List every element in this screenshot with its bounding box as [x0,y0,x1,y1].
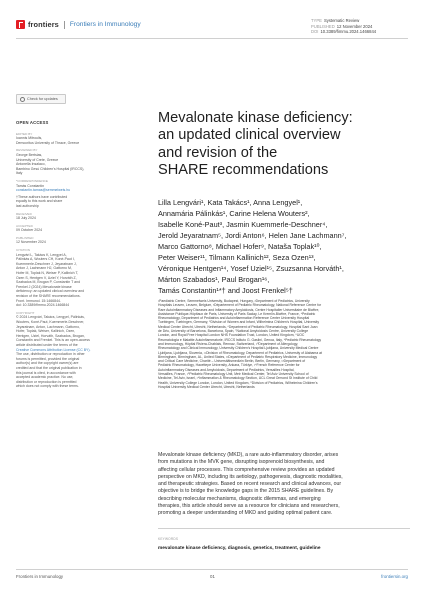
copyright-label: COPYRIGHT [16,310,35,315]
check-for-updates-button[interactable] [16,94,66,104]
published-date: 12 November 2024 [16,240,46,245]
received-date: 18 July 2024 [16,216,36,221]
meta-doi[interactable]: DOI 10.3389/fimmu.2024.1466844 [311,29,377,35]
received-label: RECEIVED [16,211,32,216]
frontiers-logo[interactable] [16,20,141,29]
affiliations: ¹Paediatric Centre, Semmelweis University, Budapest, Hungary, ²Department of Pediatrics, University Hospitals Leuven, Leuven, Belgium, ³Département of Pediatric Rheumatology, National Reference Centre for Rare Autoinflammatory Diseases and Inflammatory Amyloidosis, Centre Hospitalier Universitaire de Bicêtre, Assistance Publique-Hôpitaux de Paris, University of Paris Saclay, Le Kremlin-Bicêtre, France, ⁴Pediatric Rheumatology, Department of Pediatrics and Autoinflammation Reference Center University Hospital Tuebingen, Tuebingen, Germany, ⁵Division of Women and Infant, Wilhelmina Children's Hospital, University Medical Center Utrecht, Utrecht, Netherlands, ⁶Department of Pediatric Rheumatology, Hospital Sant Joan de Déu, University of Barcelona, Barcelona, Spain, ⁷National Amyloidosis Centre, University College London, and Royal Free Hospital London NHS Foundation Trust, London, United Kingdom, ⁸UOC Reumatologia e Malattie Autoinfiammatorie, IRCCS Istituto G. Gaslini, Genoa, Italy, ⁹Pediatric Rheumatology and Immunology, Hôpital Riviera-Chablais, Rennaz, Switzerland, ¹⁰Department of Allergology, Rheumatology and Clinical Immunology, University Children's Hospital Ljubljana, University Medical Centre Ljubljana, Ljubljana, Slovenia, ¹¹Division of Rheumatology, Department of Pediatrics, University of Alabama at Birmingham, Birmingham, AL, United States, ¹²Department of Pediatric Respiratory Medicine, Immunology and Critical Care Medicine, Charité – Universitätsmedizin Berlin, Berlin, Germany, ¹³Department of Pediatric Rheumatology, Hacettepe University, Ankara, Türkiye, ¹⁴French Reference Center for Autoinflammatory Diseases and Amyloidosis, Department of Pediatrics, Versailles Hospital, Versailles, France, ¹⁵Pediatric Rheumatology Unit, Meir Medical Center, Tel Aviv University School of Medicine, Tel Aviv, Israel, ¹⁶Inflammation & Rheumatology Section, UCL Great Ormond St Institute of Child Health, University College London, London, United Kingdom, ⁵Division of Pediatrics, Wilhelmina Children's Hospital University Medical Center Utrecht, Utrecht, Netherlands [158,299,322,389]
citation: Lengvári L, Takács K, Lengyel A, Pálinkás A, Wouters CH, Koné-Paut I, Kuemmerle-Deschner J, Jeyaratnam J, Anton J, Lachmann HJ, Gattorno M, Hofer M, Toplak N, Weiser P, Kallinich T, Ozen S, Hentgen V, Uziel Y, Horváth Z, Szabados M, Brogan P, Constantin T and Frenkel J (2024) Mevalonate kinase deficiency: an updated clinical overview and revision of the SHARE recommendations. Front. Immunol. 15:1466844. doi: 10.3389/fimmu.2024.1466844 [16,252,85,308]
header-rule [16,38,408,39]
correspondence-email-link[interactable]: constantin.tamas@semmelweis.hu [16,188,71,193]
equal-contribution-note: †These authors have contributed equally to this work and share last authorship [16,194,68,208]
journal-name[interactable]: Frontiers in Immunology [69,21,141,28]
correspondence: Tamás Constantin constantin.tamas@semmelweis.hu [16,184,144,193]
correspondence-label: *CORRESPONDENCE [16,178,48,183]
accepted-label: ACCEPTED [16,223,33,228]
accepted-date: 09 October 2024 [16,228,43,233]
meta-published: PUBLISHED 12 November 2024 [311,23,373,29]
meta-type: TYPE Systematic Review [311,18,360,23]
article-meta [311,18,376,35]
check-for-updates-label: Check for updates [27,97,58,101]
footer-rule [16,569,408,570]
footer-site-link[interactable]: frontiersin.org [381,574,408,579]
copyright: © 2024 Lengvári, Takács, Lengyel, Pálinkás, Wouters, Koné-Paut, Kuemmerle-Deschner, Jeyaratnam, Anton, Lachmann, Gattorno, Hofer, Toplak, Weiser, Kallinich, Ozen, Hentgen, Uziel, Horváth, Szabados, Brogan, Constantin and Frenkel. This is an open-access article distributed under the terms of the Creative Commons Attribution License (CC BY). The use, distribution or reproduction in other forums is permitted, provided the original author(s) and the copyright owner(s) are credited and that the original publication in this journal is cited, in accordance with accepted academic practice. No use, distribution or reproduction is permitted which does not comply with these terms. [16,315,144,389]
reviewed-by-label: REVIEWED BY [16,148,38,153]
open-access-label: OPEN ACCESS [16,120,49,125]
page-number: 01 [210,574,215,579]
abstract: Mevalonate kinase deficiency (MKD), a rare auto-inflammatory disorder, arises from mutations in the MVK gene, disrupting isoprenoid biosynthesis, and affecting cellular processes. This comprehensive review provides an updated perspective on MKD, including its aetiology, pathogenesis, diagnostic modalities, and therapeutic strategies. Based on recent research and clinical advances, our objective is to bridge the knowledge gaps in the 2015 SHARE guidelines. By describing molecular mechanisms, diagnostic dilemmas, and emerging therapies, this article should serve as a resource for clinicians and researchers, promoting a deeper understanding of MKD and guiding optimal patient care. [158,452,343,517]
page-footer [16,574,408,582]
published-label: PUBLISHED [16,235,34,240]
article-sidebar [16,121,144,389]
header-divider [64,21,65,29]
author-list: Lilla Lengvári¹, Kata Takács¹, Anna Lengyel¹, Annamária Pálinkás¹, Carine Helena Wouters², Isabelle Koné-Paut³, Jasmin Kuemmerle-Deschner⁴, Jerold Jeyaratnam⁵, Jordi Anton⁶, Helen Jane Lachmann⁷, Marco Gattorno⁸, Michael Hofer⁹, Nataša Toplak¹⁰, Peter Weiser¹¹, Tilmann Kallinich¹², Seza Ozen¹³, Véronique Hentgen¹⁴, Yosef Uziel¹⁵, Zsuzsanna Horváth¹, Márton Szabados¹, Paul Brogan¹⁶, Tamás Constantin¹*† and Joost Frenkel⁵† [158,198,347,295]
keywords: mevalonate kinase deficiency, diagnosis, genetics, treatment, guideline [158,546,321,551]
footer-journal: Frontiers in Immunology [16,574,64,579]
keywords-rule [158,528,410,529]
frontiers-logo-icon [16,20,25,29]
keywords-label: KEYWORDS [158,537,179,541]
refresh-icon [20,97,25,102]
edited-by: Ioannis Mitroulis, Democritus University of Thrace, Greece [16,136,80,145]
reviewed-by: George Bertsias, University of Crete, Greece Antonella Insalaco, Bambino Gesù Children's Hospital (IRCCS), Italy [16,152,85,176]
article-title: Mevalonate kinase deficiency: an updated clinical overview and revision of the SHARE recommendations [158,110,353,179]
cc-by-license-link[interactable]: Creative Commons Attribution License (CC BY). [16,347,91,352]
brand-name: frontiers [28,20,59,29]
citation-label: CITATION [16,248,30,253]
edited-by-label: EDITED BY [16,131,33,136]
